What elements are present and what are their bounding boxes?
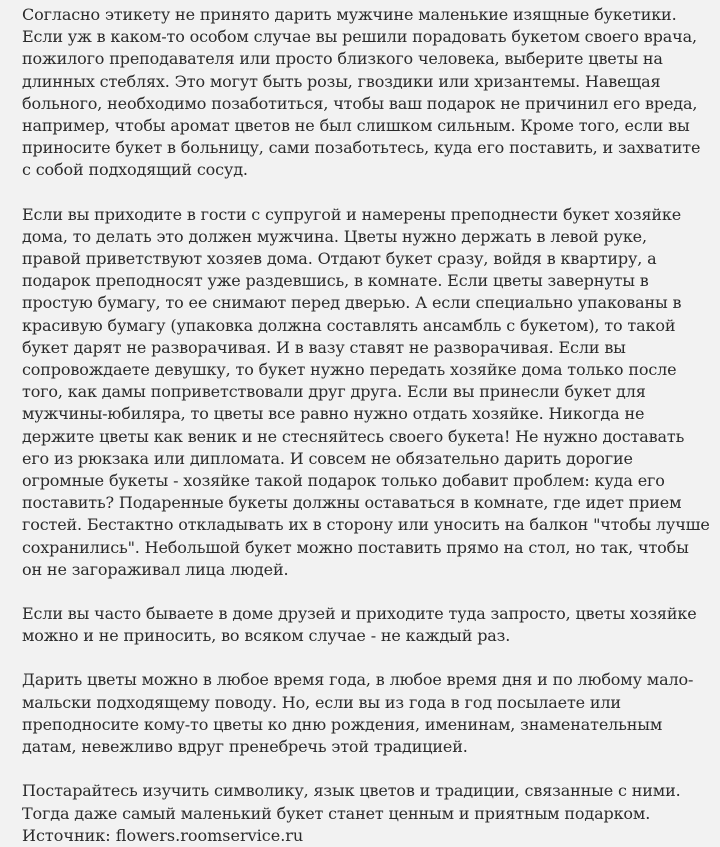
paragraph-symbolism: Постарайтесь изучить символику, язык цветов и традиции, связанные с ними. Тогда даже самый маленький букет станет ценным и приятным подарком.: [22, 781, 681, 823]
paragraph-occasions: Дарить цветы можно в любое время года, в любое время дня и по любому мало-мальски подходящему поводу. Но, если вы из года в год посылаете или преподносите кому-то цветы ко дню рождения, именинам, знаменательным датам, невежливо вдруг пренебречь этой традицией.: [22, 670, 694, 757]
paragraph-frequent-visits: Если вы часто бываете в доме друзей и приходите туда запросто, цветы хозяйке можно и не приносить, во всяком случае - не каждый раз.: [22, 604, 697, 646]
paragraph-visiting-guests: Если вы приходите в гости с супругой и намерены преподнести букет хозяйке дома, то делать это должен мужчина. Цветы нужно держать в левой руке, правой приветствуют хозяев дома. Отдают букет сразу, войдя в квартиру, а подарок преподносят уже раздевшись, в комнате. Если цветы завернуты в простую бумагу, то ее снимают перед дверью. А если специально упакованы в красивую бумагу (упаковка должна составлять ансамбль с букетом), то такой букет дарят не разворачивая. И в вазу ставят не разворачивая. Если вы сопровождаете девушку, то букет нужно передать хозяйке дома только после того, как дамы поприветствовали друг друга. Если вы принесли букет для мужчины-юбиляра, то цветы все равно нужно отдать хозяйке. Никогда не держите цветы как веник и не стесняйтесь своего букета! Не нужно доставать его из рюкзака или дипломата. И совсем не обязательно дарить дорогие огромные букеты - хозяйке такой подарок только добавит проблем: куда его поставить? Подаренные букеты должны оставаться в комнате, где идет прием гостей. Бестактно откладывать их в сторону или уносить на балкон "чтобы лучше сохранились". Небольшой букет можно поставить прямо на стол, но так, чтобы он не загораживал лица людей.: [22, 204, 710, 579]
source-line: Источник: flowers.roomservice.ru: [22, 825, 304, 845]
paragraph-men-flowers: Согласно этикету не принято дарить мужчине маленькие изящные букетики. Если уж в каком-то особом случае вы решили порадовать букетом своего врача, пожилого преподавателя или просто близкого человека, выберите цветы на длинных стеблях. Это могут быть розы, гвоздики или хризантемы. Навещая больного, необходимо позаботиться, чтобы ваш подарок не причинил его вреда, например, чтобы аромат цветов не был слишком сильным. Кроме того, если вы приносите букет в больницу, сами позаботьтесь, куда его поставить, и захватите с собой подходящий сосуд.: [22, 5, 701, 180]
